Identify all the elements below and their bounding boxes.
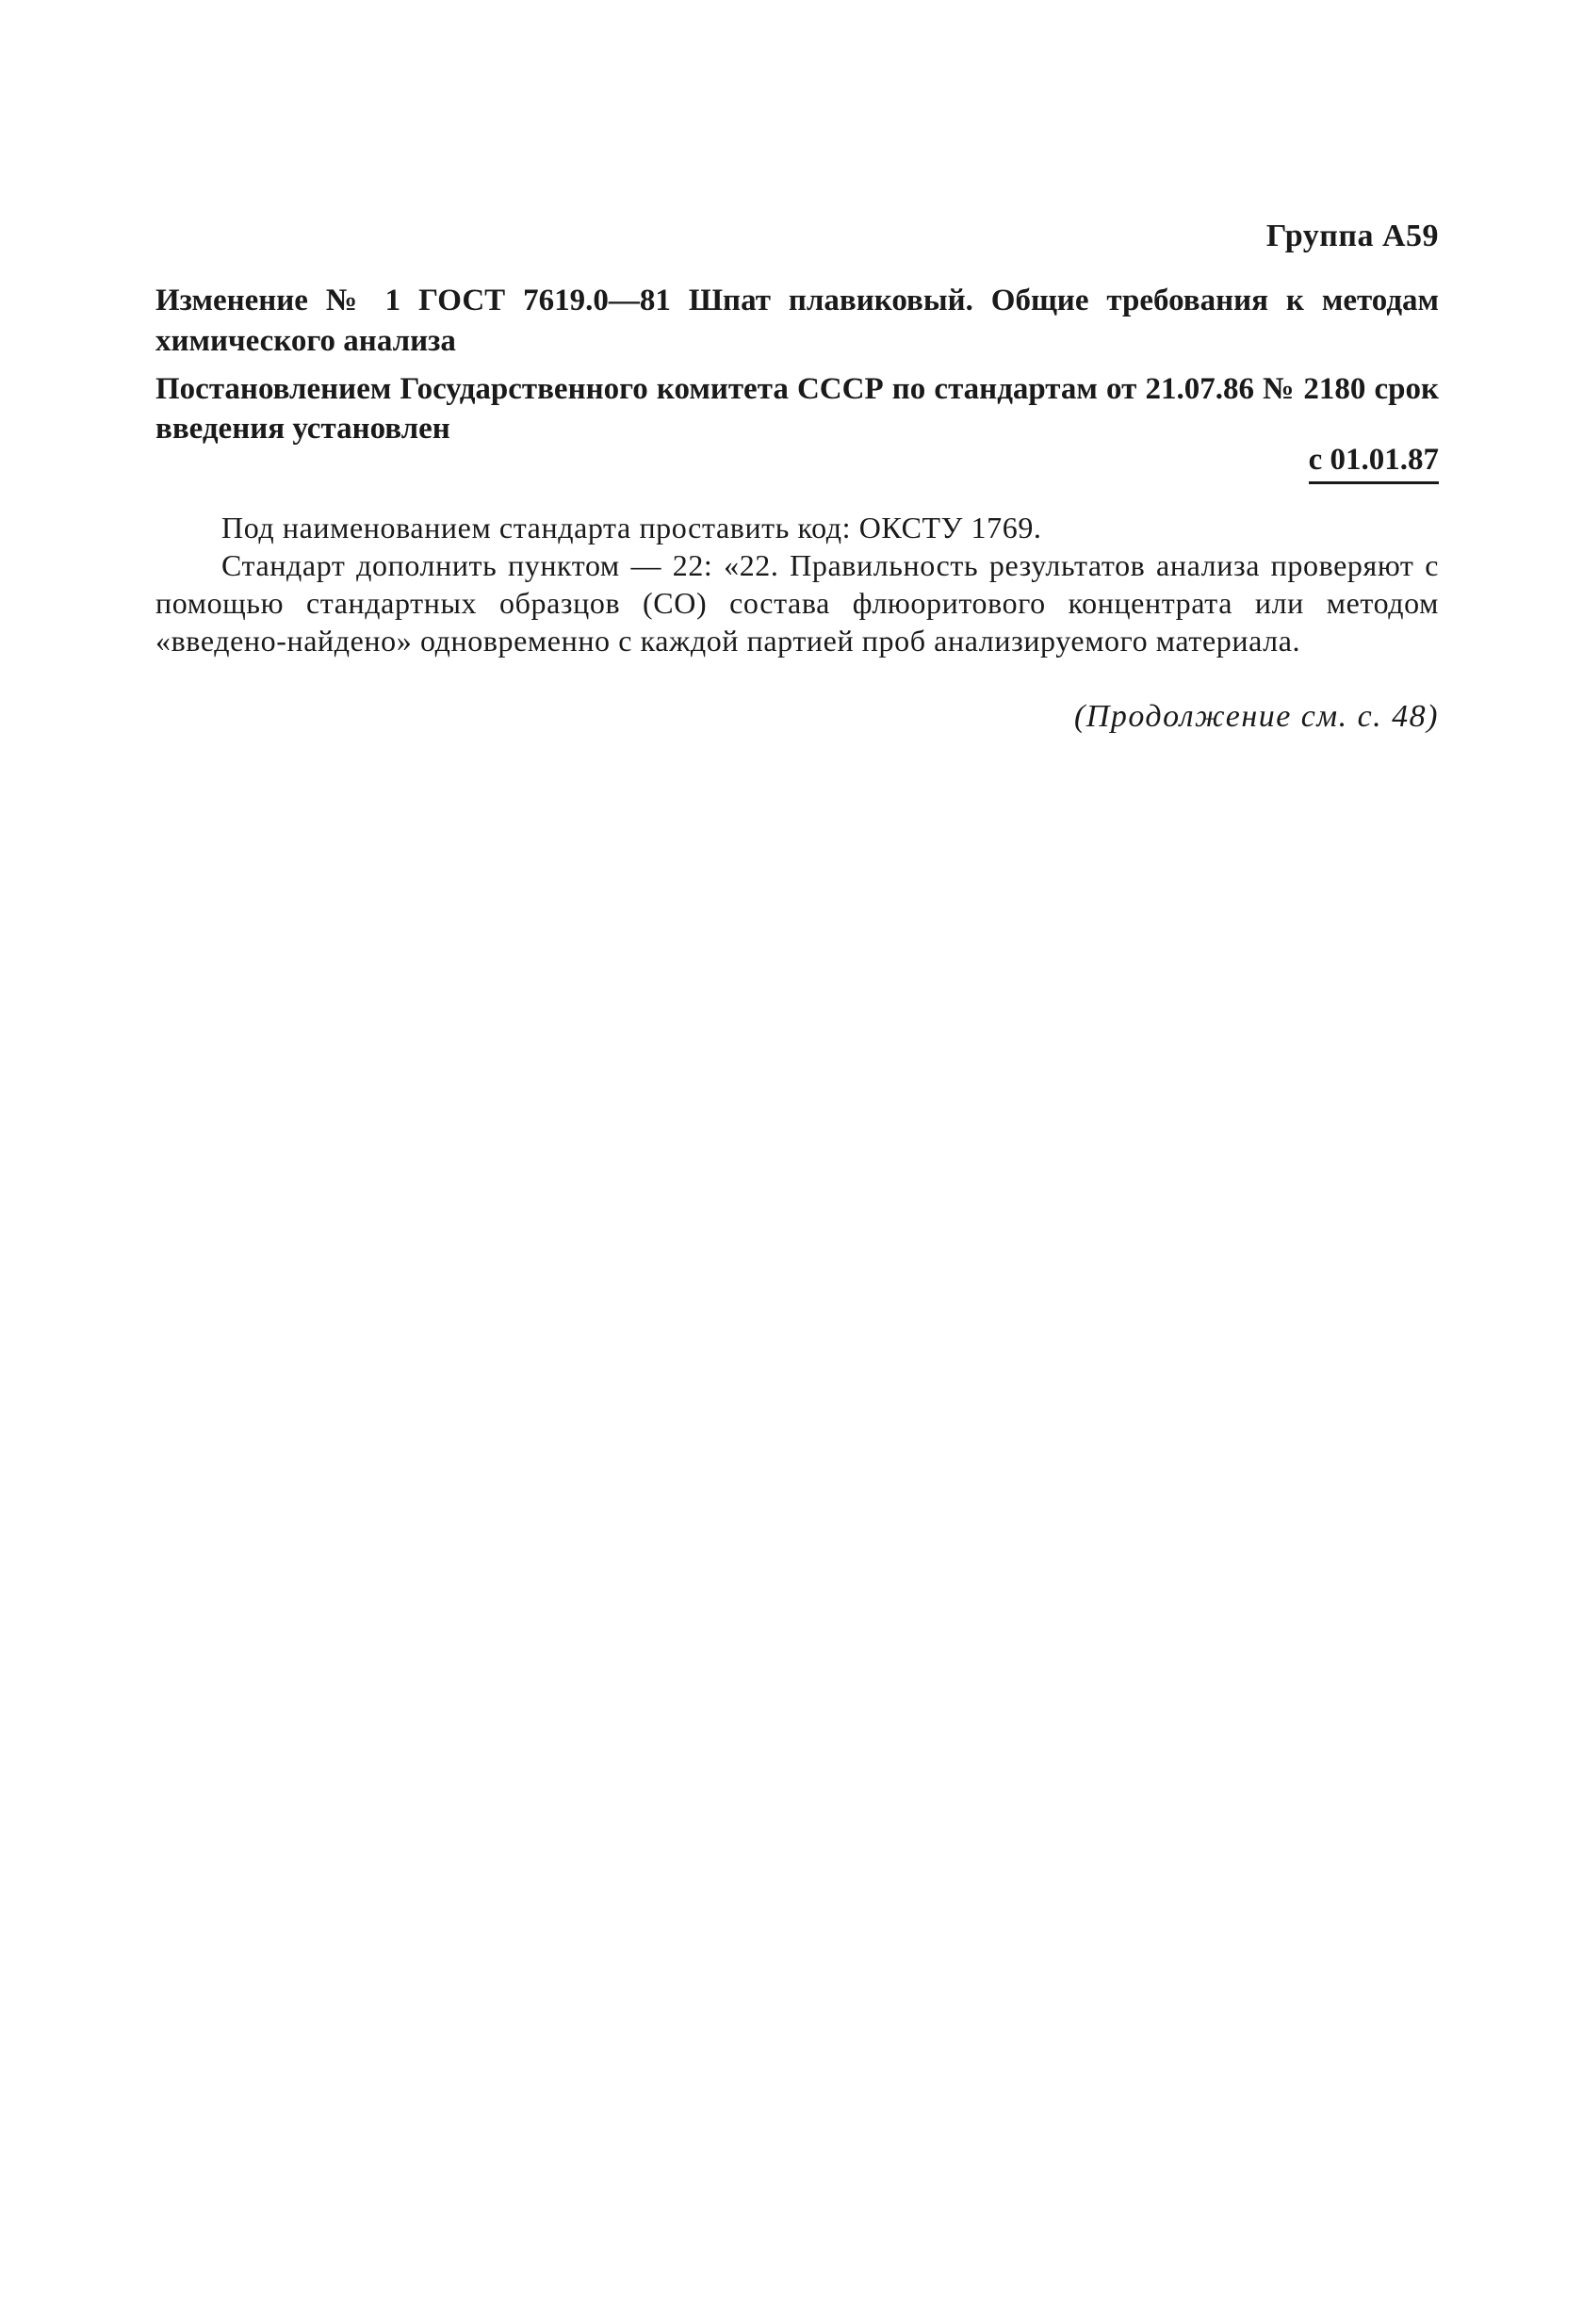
- paragraph-okstu-code: Под наименованием стандарта проставить код: ОКСТУ 1769.: [221, 511, 1042, 544]
- amendment-title: Изменение № 1 ГОСТ 7619.0—81 Шпат плавиковый. Общие требования к методам химического анализа: [155, 284, 1439, 358]
- amendment-body: [155, 509, 1439, 659]
- group-label: Группа А59: [1265, 219, 1439, 253]
- continuation-note: (Продолжение см. с. 48): [1073, 699, 1439, 734]
- effective-date: с 01.01.87: [1309, 443, 1439, 484]
- paragraph-clause-22: Стандарт дополнить пунктом — 22: «22. Правильность результатов анализа проверяют с помощью стандартных образцов (СО) состава флюоритового концентрата или методом «введено-найдено» одновременно с каждой партией проб анализируемого материала.: [155, 548, 1439, 658]
- decree-text: Постановлением Государственного комитета СССР по стандартам от 21.07.86 № 2180 срок введения установлен: [155, 372, 1439, 446]
